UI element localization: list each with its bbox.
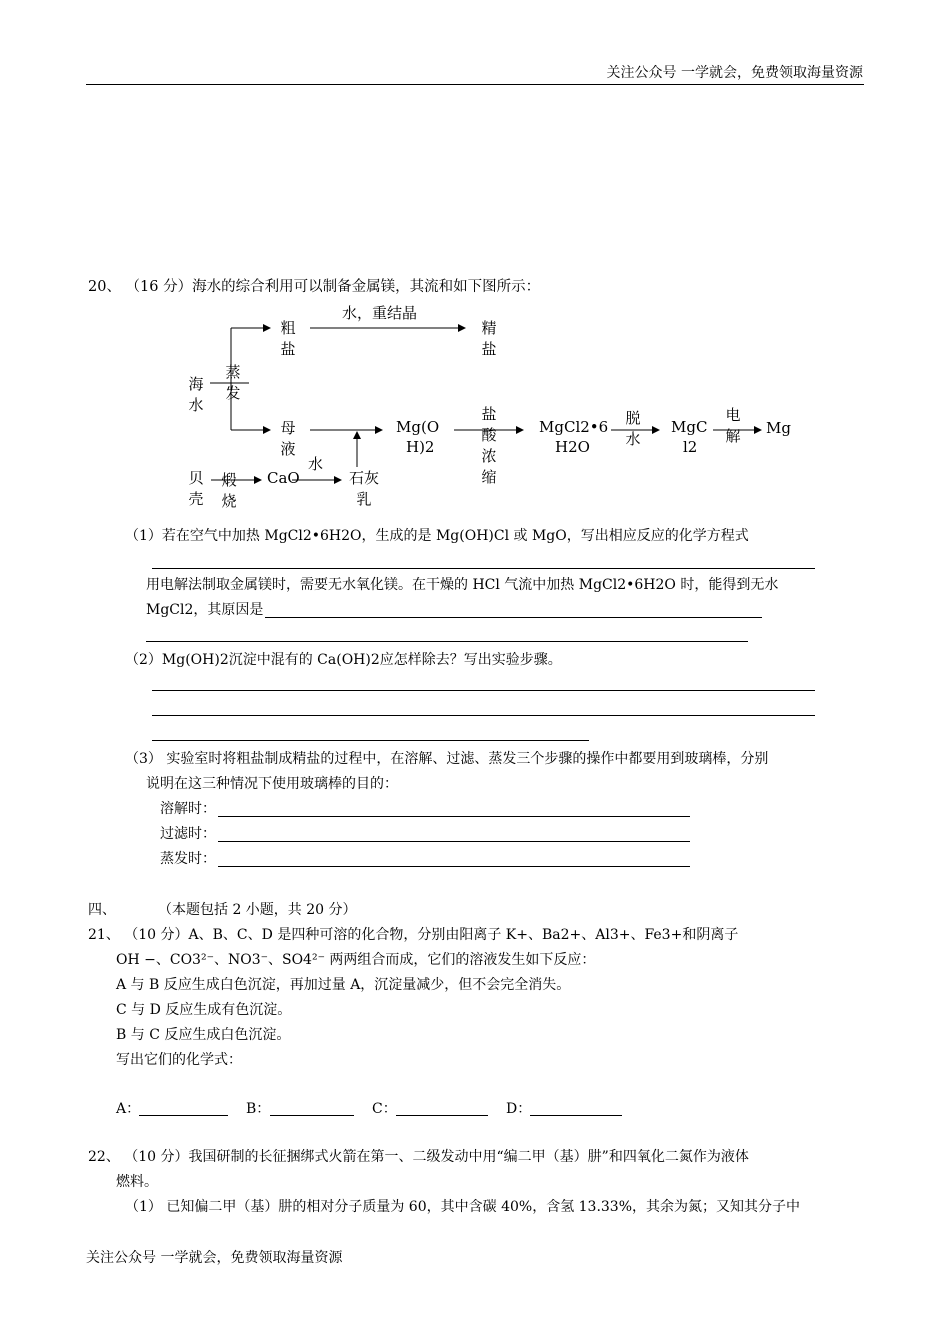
answer-line	[152, 715, 815, 716]
node-mother-liquor: 母液	[280, 419, 296, 458]
section4-desc: （本题包括 2 小题，共 20 分）	[158, 902, 357, 918]
q22-line3: （1） 已知偏二甲（基）肼的相对分子质量为 60，其中含碳 40%，含氢 13.33%，其余为氮；又知其分子中	[125, 1199, 801, 1215]
answer-line	[218, 841, 690, 842]
q22-line2: 燃料。	[116, 1174, 158, 1190]
node-mg: Mg	[766, 419, 791, 437]
q20-p3-line2: 说明在这三种情况下使用玻璃棒的目的：	[146, 776, 398, 792]
label-evaporate: 蒸发	[225, 363, 241, 402]
label-electrolysis: 电解	[725, 406, 741, 445]
answer-line	[265, 617, 762, 618]
label-recrystallize: 水，重结晶	[342, 304, 418, 322]
answer-line	[396, 1115, 488, 1116]
q20-p1-line1: （1）若在空气中加热 MgCl2•6H2O，生成的是 Mg(OH)Cl 或 MgO，写出相应反应的化学方程式	[125, 528, 749, 544]
q21-b-label: B：	[246, 1101, 271, 1117]
node-mgoh2-line1: Mg(O	[396, 418, 440, 436]
dissolve-label: 溶解时：	[160, 801, 216, 817]
q22-line1: 22、 （10 分）我国研制的长征捆绑式火箭在第一、二级发动中用“编二甲（基）肼”和四氧化二氮作为液体	[88, 1149, 749, 1165]
node-shell: 贝壳	[188, 469, 204, 508]
answer-line	[152, 690, 815, 691]
q21-line2: OH −、CO3²⁻、NO3⁻、SO4²⁻ 两两组合而成，它们的溶液发生如下反应：	[116, 952, 596, 968]
node-hydrate-line2: H2O	[555, 438, 590, 456]
node-lime-milk: 石灰乳	[348, 469, 379, 508]
node-mgoh2-line2: H)2	[406, 438, 435, 456]
q20-p2-line1: （2）Mg(OH)2沉淀中混有的 Ca(OH)2应怎样除去？写出实验步骤。	[125, 652, 562, 668]
answer-line	[152, 740, 589, 741]
answer-line	[139, 1115, 228, 1116]
answer-line	[218, 816, 690, 817]
header-text: 关注公众号 一学就会，免费领取海量资源	[606, 65, 863, 81]
q20-title: 20、 （16 分）海水的综合利用可以制备金属镁，其流和如下图所示：	[88, 279, 541, 295]
answer-line	[270, 1115, 354, 1116]
answer-line	[152, 568, 815, 569]
q21-line1: 21、 （10 分）A、B、C、D 是四种可溶的化合物，分别由阳离子 K+、Ba2+、Al3+、Fe3+和阴离子	[88, 927, 739, 943]
q21-c-label: C：	[372, 1101, 397, 1117]
node-hydrate-line1: MgCl2•6	[539, 418, 609, 436]
label-water: 水	[308, 455, 324, 473]
q21-reaction3: B 与 C 反应生成白色沉淀。	[116, 1027, 291, 1043]
footer-text: 关注公众号 一学就会，免费领取海量资源	[86, 1250, 343, 1266]
q21-reaction1: A 与 B 反应生成白色沉淀，再加过量 A，沉淀量减少，但不会完全消失。	[116, 977, 571, 993]
label-calcine: 煅烧	[221, 471, 237, 510]
filter-label: 过滤时：	[160, 826, 216, 842]
answer-line	[530, 1115, 622, 1116]
evaporation-label: 蒸发时：	[160, 851, 216, 867]
q21-reaction2: C 与 D 反应生成有色沉淀。	[116, 1002, 292, 1018]
section4-num: 四、	[88, 902, 116, 918]
node-mgcl2-line1: MgC	[671, 418, 708, 436]
answer-line	[218, 866, 690, 867]
node-seawater: 海水	[188, 375, 204, 414]
answer-line	[146, 641, 748, 642]
flow-arrows	[0, 0, 950, 560]
node-crude-salt: 粗盐	[280, 319, 296, 358]
q20-p1-line2: 用电解法制取金属镁时，需要无水氧化镁。在干燥的 HCl 气流中加热 MgCl2•6H2O 时，能得到无水	[146, 577, 779, 593]
node-mgcl2-line2: l2	[683, 438, 698, 456]
node-refined-salt: 精盐	[481, 319, 497, 358]
node-cao: CaO	[267, 469, 300, 487]
q21-a-label: A：	[116, 1101, 141, 1117]
q21-ask: 写出它们的化学式：	[116, 1052, 242, 1068]
q20-p3-line1: （3） 实验室时将粗盐制成精盐的过程中，在溶解、过滤、蒸发三个步骤的操作中都要用到玻璃棒，分别	[125, 751, 769, 767]
q21-d-label: D：	[506, 1101, 532, 1117]
label-dehydrate: 脱水	[625, 409, 641, 448]
label-hcl-concentrate: 盐酸浓缩	[481, 405, 497, 486]
q20-p1-line3: MgCl2，其原因是	[146, 602, 264, 618]
